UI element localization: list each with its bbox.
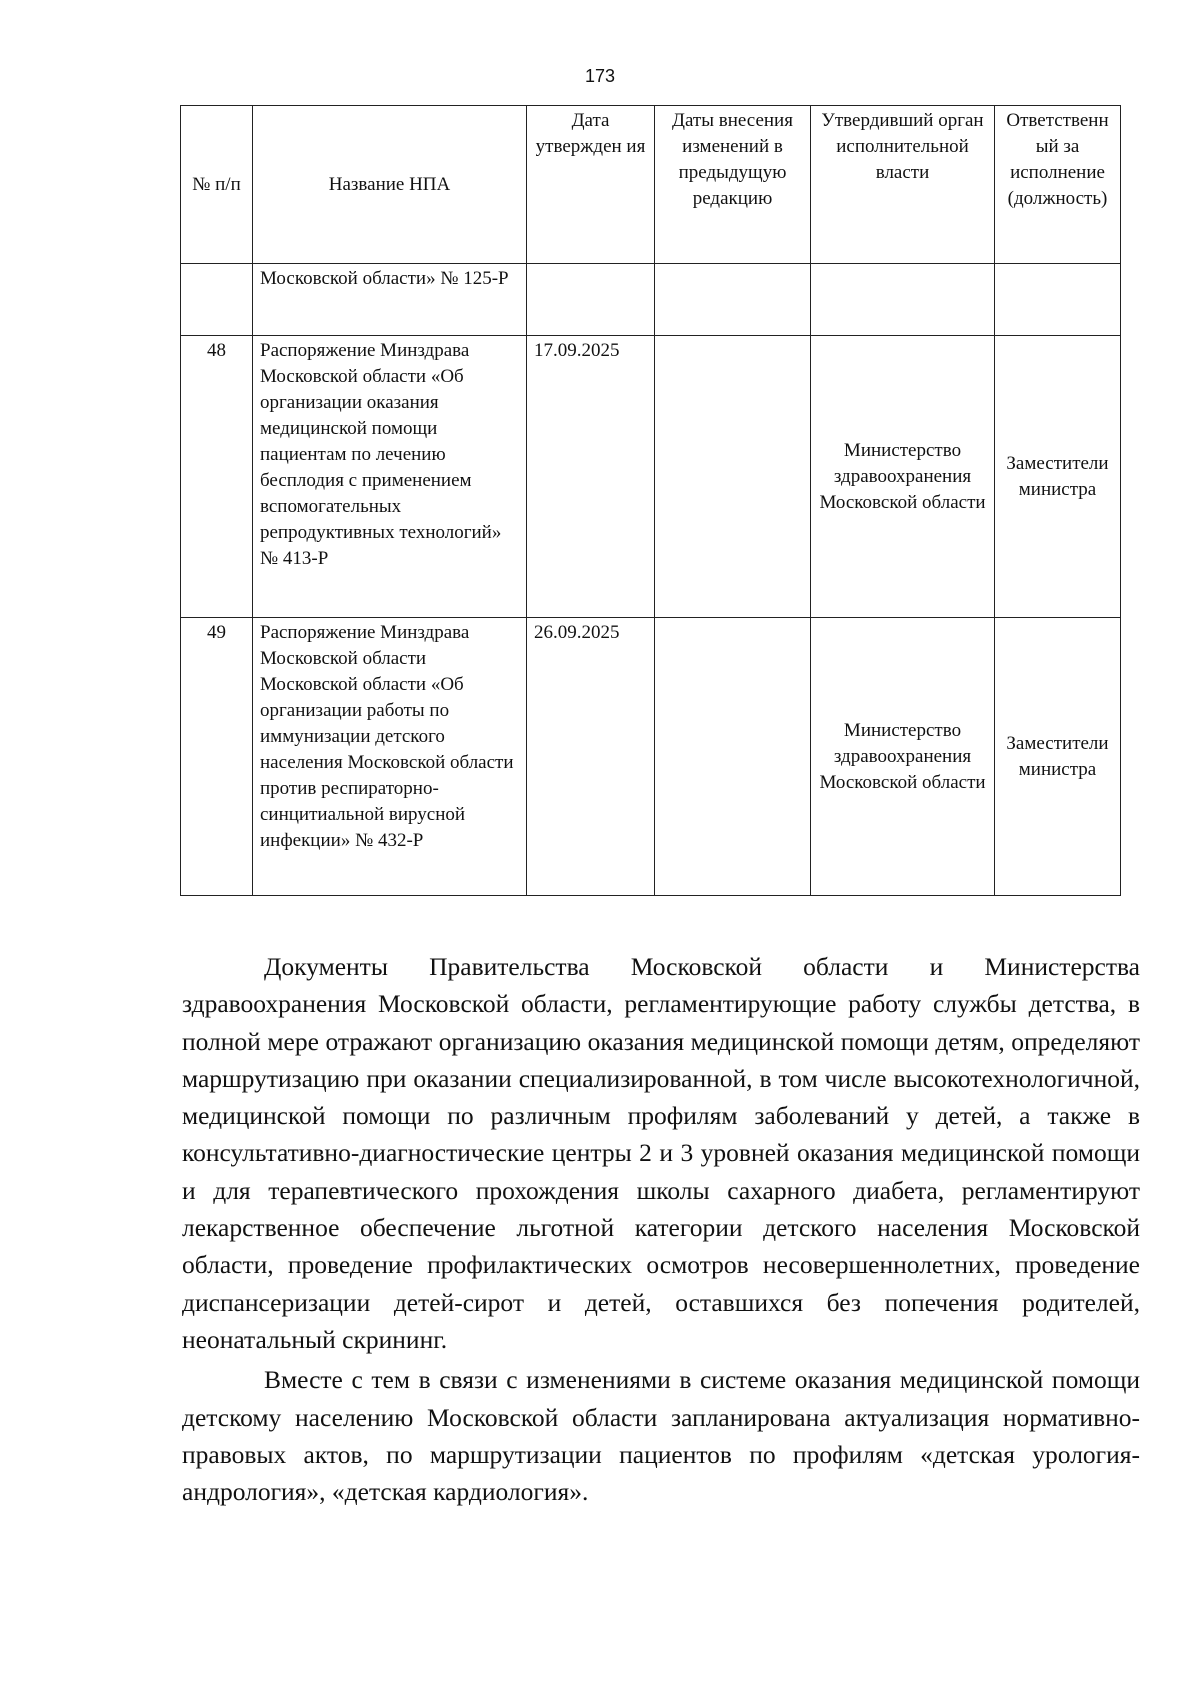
- header-name: Название НПА: [253, 106, 527, 264]
- cell-date: [527, 264, 655, 336]
- cell-name: Московской области» № 125-Р: [253, 264, 527, 336]
- cell-name: Распоряжение Минздрава Московской области Московской области «Об организации работы по иммунизации детского населения Московской области против респираторно-синцитиальной вирусной инфекции» № 432-Р: [253, 618, 527, 896]
- table-row: [181, 264, 1121, 336]
- cell-num: 48: [181, 336, 253, 618]
- cell-responsible: Заместители министра: [995, 618, 1121, 896]
- cell-organ: Министерство здравоохранения Московской области: [811, 336, 995, 618]
- npa-table: [180, 105, 1121, 896]
- cell-name: Распоряжение Минздрава Московской области «Об организации оказания медицинской помощи пациентам по лечению бесплодия с применением вспомогательных репродуктивных технологий» № 413-Р: [253, 336, 527, 618]
- header-date: Дата утвержден ия: [527, 106, 655, 264]
- body-text: [182, 948, 1140, 1510]
- header-organ: Утвердивший орган исполнительной власти: [811, 106, 995, 264]
- paragraph: Документы Правительства Московской области и Министерства здравоохранения Московской области, регламентирующие работу службы детства, в полной мере отражают организацию оказания медицинской помощи детям, определяют маршрутизацию при оказании специализированной, в том числе высокотехнологичной, медицинской помощи по различным профилям заболеваний у детей, а также в консультативно-диагностические центры 2 и 3 уровней оказания медицинской помощи и для терапевтического прохождения школы сахарного диабета, регламентируют лекарственное обеспечение льготной категории детского населения Московской области, проведение профилактических осмотров несовершеннолетних, проведение диспансеризации детей-сирот и детей, оставшихся без попечения родителей, неонатальный скрининг.: [182, 952, 1140, 1354]
- cell-date: 26.09.2025: [527, 618, 655, 896]
- table-row: [181, 618, 1121, 896]
- header-changes: Даты внесения изменений в предыдущую редакцию: [655, 106, 811, 264]
- cell-changes: [655, 264, 811, 336]
- page-number: 173: [584, 66, 616, 86]
- cell-organ: [811, 264, 995, 336]
- cell-date: 17.09.2025: [527, 336, 655, 618]
- cell-changes: [655, 336, 811, 618]
- table-header-row: [181, 106, 1121, 264]
- cell-organ: Министерство здравоохранения Московской области: [811, 618, 995, 896]
- paragraph: Вместе с тем в связи с изменениями в системе оказания медицинской помощи детскому населению Московской области запланирована актуализация нормативно-правовых актов, по маршрутизации пациентов по профилям «детская урология-андрология», «детская кардиология».: [182, 1365, 1140, 1507]
- cell-num: [181, 264, 253, 336]
- table-row: [181, 336, 1121, 618]
- header-num: № п/п: [181, 106, 253, 264]
- cell-num: 49: [181, 618, 253, 896]
- cell-changes: [655, 618, 811, 896]
- header-responsible: Ответственн ый за исполнение (должность): [995, 106, 1121, 264]
- cell-responsible: Заместители министра: [995, 336, 1121, 618]
- cell-responsible: [995, 264, 1121, 336]
